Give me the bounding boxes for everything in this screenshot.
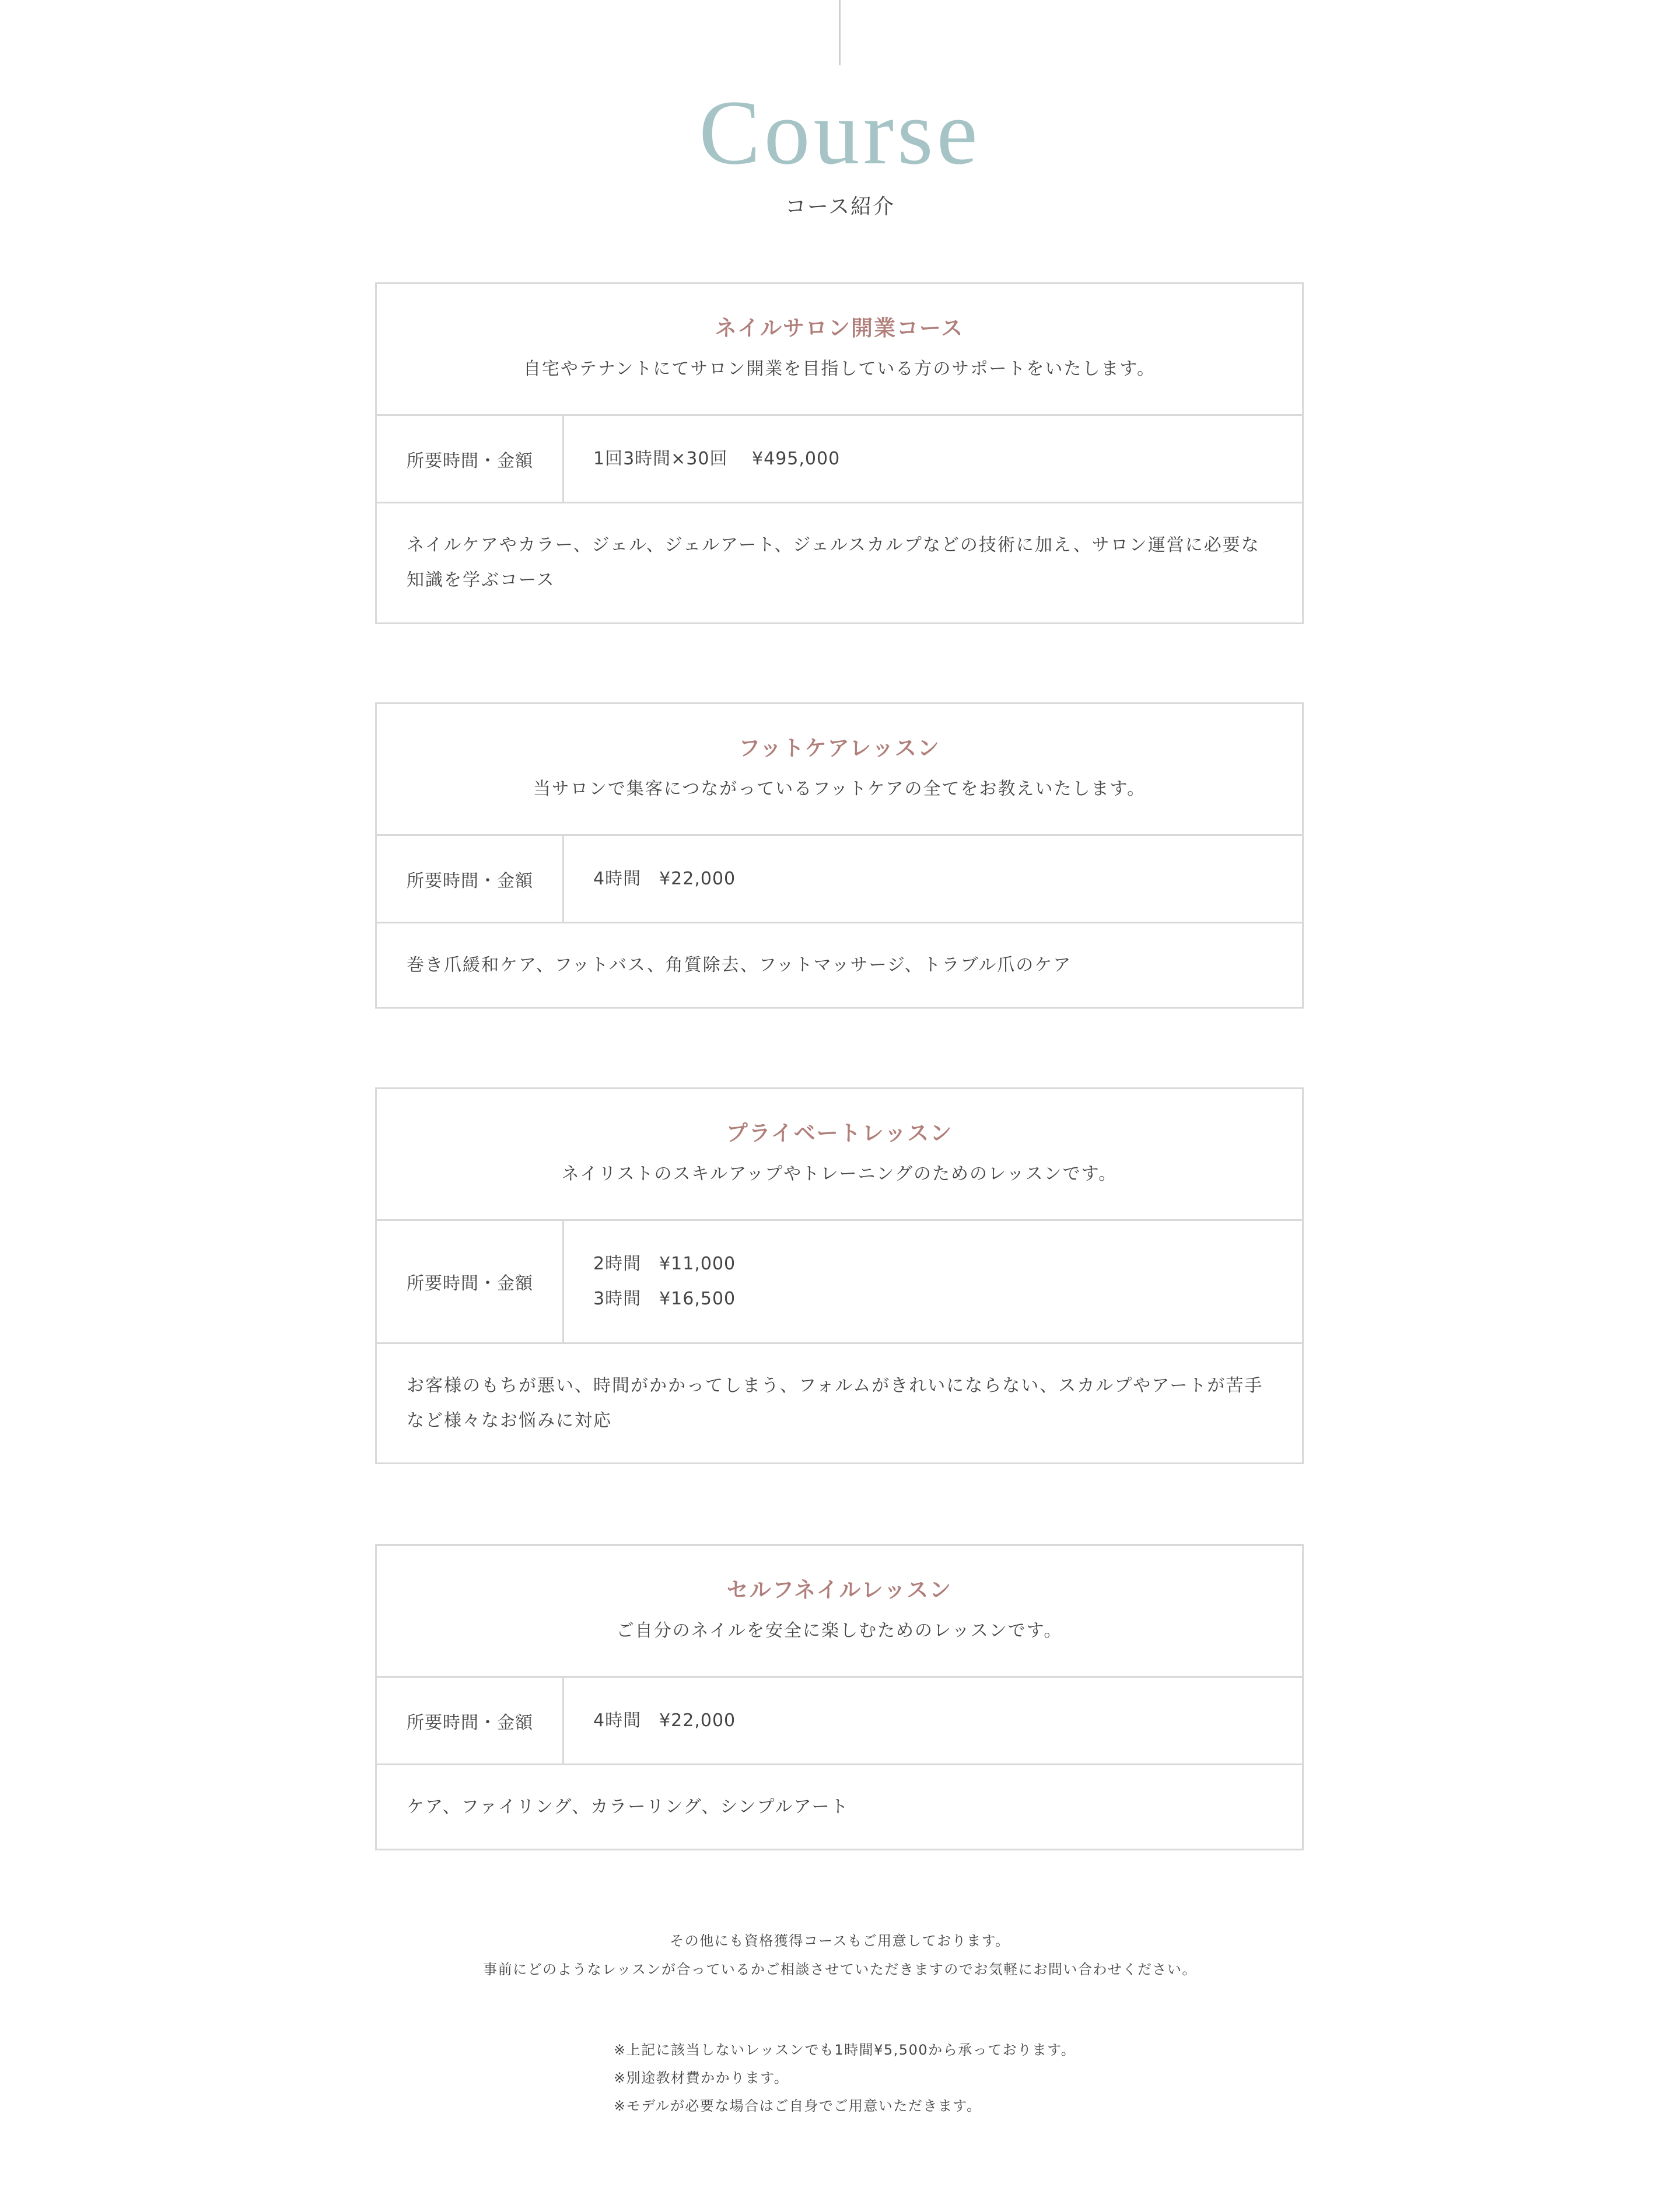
price-value [564, 1221, 1302, 1342]
info-line: その他にも資格獲得コースもご用意しております。 [670, 1933, 1010, 1949]
course-price-row [377, 1678, 1302, 1765]
course-description: ネイルケアやカラー、ジェル、ジェルアート、ジェルスカルプなどの技術に加え、サロン運営に必要な知識を学ぶコース [407, 535, 1260, 590]
course-lead: ネイリストのスキルアップやトレーニングのためのレッスンです。 [561, 1164, 1118, 1184]
price-line: 1回3時間×30回 ¥495,000 [593, 448, 841, 469]
additional-info [0, 1927, 1680, 1984]
price-label: 所要時間・金額 [377, 1221, 564, 1342]
course-description: ケア、ファイリング、カラーリング、シンプルアート [407, 1796, 849, 1817]
course-header [377, 1089, 1302, 1221]
course-header [377, 284, 1302, 416]
course-card-foot-care [375, 702, 1304, 1009]
price-value [564, 416, 1302, 502]
course-title: フットケアレッスン [738, 736, 940, 761]
section-title-en: Course [699, 82, 981, 184]
course-price-row [377, 836, 1302, 923]
price-line: 3時間 ¥16,500 [593, 1289, 736, 1309]
course-description: 巻き爪緩和ケア、フットバス、角質除去、フットマッサージ、トラブル爪のケア [407, 954, 1072, 975]
course-card-salon-opening [375, 282, 1304, 624]
price-label: 所要時間・金額 [377, 1678, 564, 1763]
remark-item: ※モデルが必要な場合はご自身でご用意いただきます。 [614, 2098, 982, 2114]
course-header [377, 1546, 1302, 1678]
top-divider-line [839, 0, 841, 65]
price-value [564, 836, 1302, 922]
remarks-list [614, 2036, 1076, 2120]
info-line: 事前にどのようなレッスンが合っているかご相談させていただきますのでお気軽にお問い合わせください。 [483, 1961, 1197, 1978]
price-label: 所要時間・金額 [377, 836, 564, 922]
course-title: セルフネイルレッスン [726, 1577, 953, 1602]
section-title-ja: コース紹介 [785, 195, 895, 219]
course-lead: ご自分のネイルを安全に楽しむためのレッスンです。 [616, 1621, 1063, 1641]
course-header [377, 704, 1302, 836]
remark-item: ※上記に該当しないレッスンでも1時間¥5,500から承っております。 [614, 2042, 1076, 2058]
price-line: 4時間 ¥22,000 [593, 1710, 736, 1731]
price-label: 所要時間・金額 [377, 416, 564, 502]
course-description: お客様のもちが悪い、時間がかかってしまう、フォルムがきれいにならない、スカルプやアートが苦手など様々なお悩みに対応 [407, 1375, 1264, 1431]
course-price-row [377, 416, 1302, 503]
course-price-row [377, 1221, 1302, 1344]
course-title: ネイルサロン開業コース [715, 316, 964, 341]
remark-item: ※別途教材費かかります。 [614, 2070, 789, 2086]
course-card-private-lesson [375, 1087, 1304, 1464]
course-title: プライベートレッスン [726, 1121, 953, 1146]
course-lead: 当サロンで集客につながっているフットケアの全てをお教えいたします。 [533, 779, 1146, 799]
course-lead: 自宅やテナントにてサロン開業を目指している方のサポートをいたします。 [523, 359, 1156, 379]
price-line: 4時間 ¥22,000 [593, 868, 736, 889]
course-card-self-nail [375, 1544, 1304, 1850]
price-line: 2時間 ¥11,000 [593, 1254, 736, 1274]
price-value [564, 1678, 1302, 1763]
